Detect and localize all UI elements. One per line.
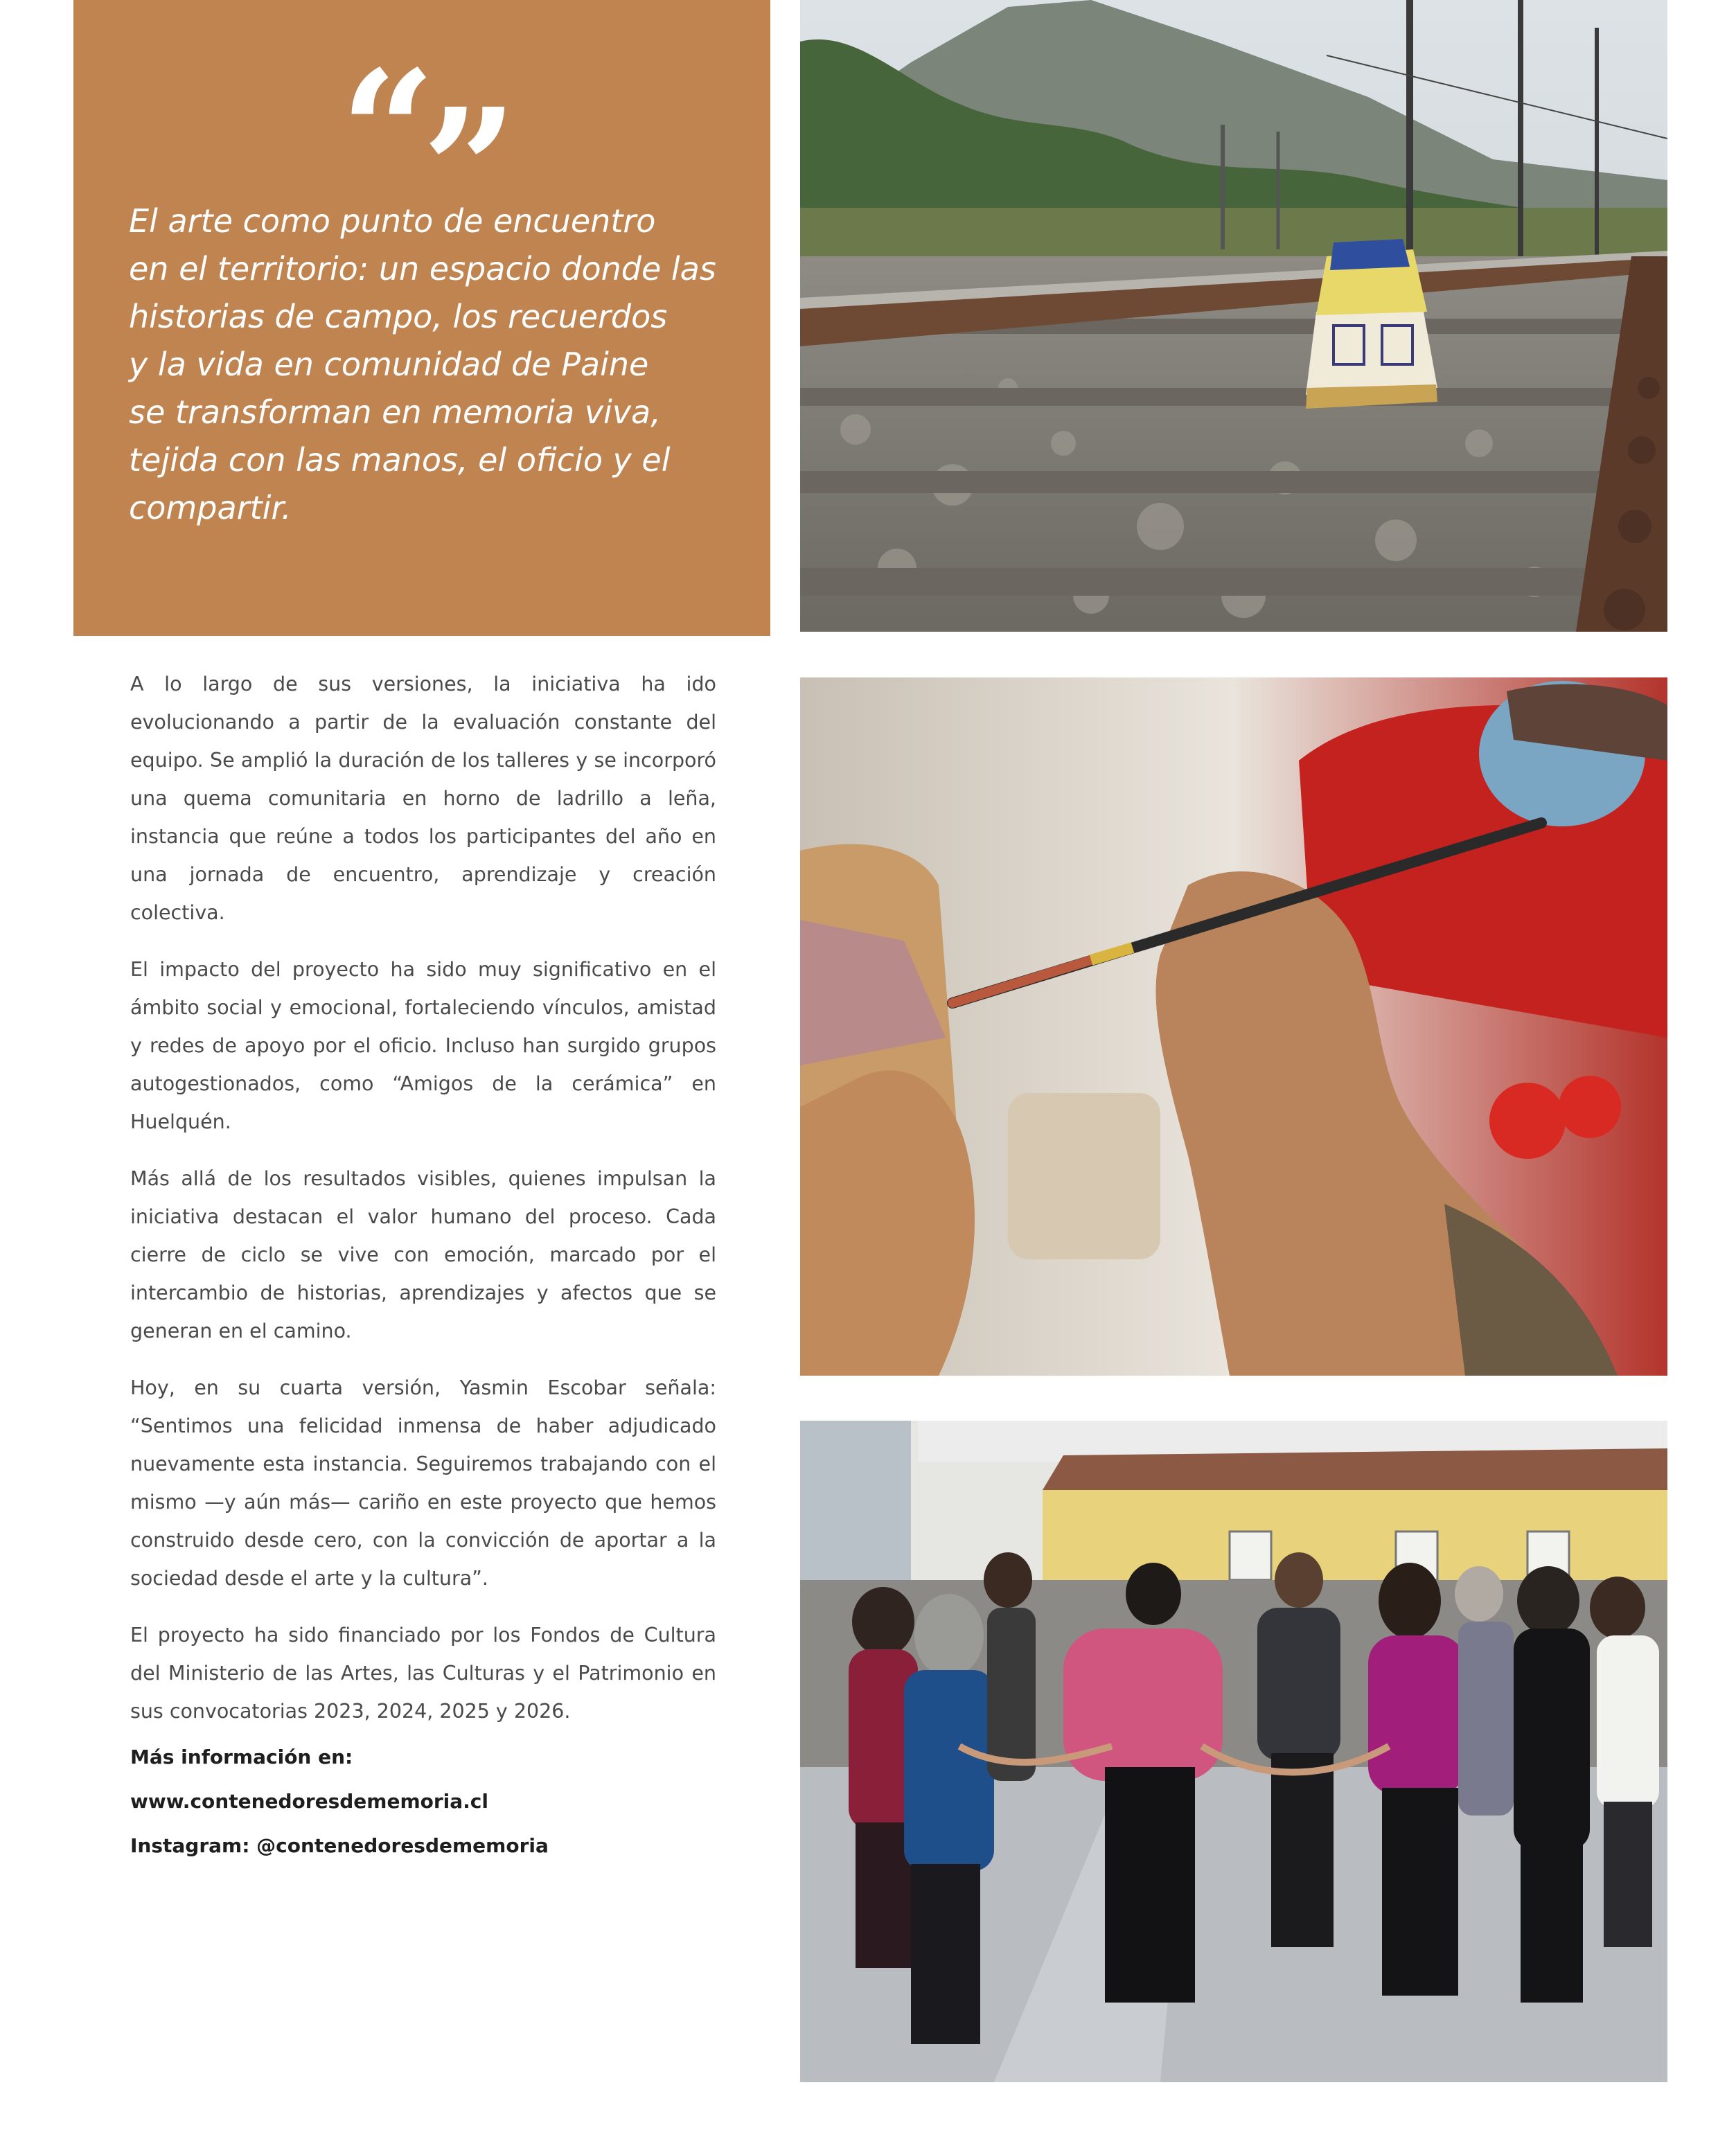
quote-marks-icon [73, 48, 770, 187]
body-paragraph: Más allá de los resultados visibles, quienes impulsan la iniciativa destacan el valor humano del proceso. Cada cierre de ciclo se vive con emoción, marcado por el intercambio de historias, aprendizajes y afectos que se generan en el camino. [130, 1167, 716, 1342]
instagram-link[interactable]: Instagram: @contenedoresdememoria [130, 1834, 549, 1857]
body-paragraph: Hoy, en su cuarta versión, Yasmin Escobar señala: “Sentimos una felicidad inmensa de haber adjudicado nuevamente esta instancia. Seguiremos trabajando con el mismo —y aún más— cariño en este proyecto que hemos construido desde cero, con la convicción de aportar a la sociedad desde el arte y la cultura”. [130, 1376, 716, 1590]
open-quote-mark: “ [339, 48, 422, 187]
close-quote-mark: ” [422, 72, 504, 187]
pull-quote [129, 197, 752, 532]
body-paragraph: El proyecto ha sido financiado por los Fondos de Cultura del Ministerio de las Artes, las Culturas y el Patrimonio en sus convocatorias 2023, 2024, 2025 y 2026. [130, 1624, 716, 1723]
body-paragraph: El impacto del proyecto ha sido muy significativo en el ámbito social y emocional, fortaleciendo vínculos, amistad y redes de apoyo por el oficio. Incluso han surgido grupos autogestionados, como “Amigos de la cerámica” en Huelquén. [130, 958, 716, 1133]
painting-ceramic-photo [800, 677, 1667, 1376]
painting-illustration [800, 677, 1667, 1376]
more-info [130, 1735, 716, 1868]
website-link[interactable]: www.contenedoresdememoria.cl [130, 1790, 489, 1813]
community-circle-illustration [800, 1421, 1667, 2082]
quote-line: tejida con las manos, el oficio y el [129, 441, 671, 479]
quote-line: El arte como punto de encuentro [129, 202, 656, 240]
article-body [130, 665, 716, 1749]
quote-line: en el territorio: un espacio donde las [129, 250, 716, 287]
community-circle-photo [800, 1421, 1667, 2082]
quote-line: y la vida en comunidad de Paine [129, 346, 649, 383]
quote-line: se transforman en memoria viva, [129, 393, 661, 431]
quote-panel [73, 0, 770, 636]
quote-line: compartir. [129, 489, 292, 526]
more-info-heading: Más información en: [130, 1746, 353, 1768]
quote-line: historias de campo, los recuerdos [129, 298, 668, 335]
railway-illustration [800, 0, 1667, 632]
body-paragraph: A lo largo de sus versiones, la iniciativa ha ido evolucionando a partir de la evaluación constante del equipo. Se amplió la duración de los talleres y se incorporó una quema comunitaria en horno de ladrillo a leña, instancia que reúne a todos los participantes del año en una jornada de encuentro, aprendizaje y creación colectiva. [130, 673, 716, 924]
railway-ceramic-photo [800, 0, 1667, 632]
